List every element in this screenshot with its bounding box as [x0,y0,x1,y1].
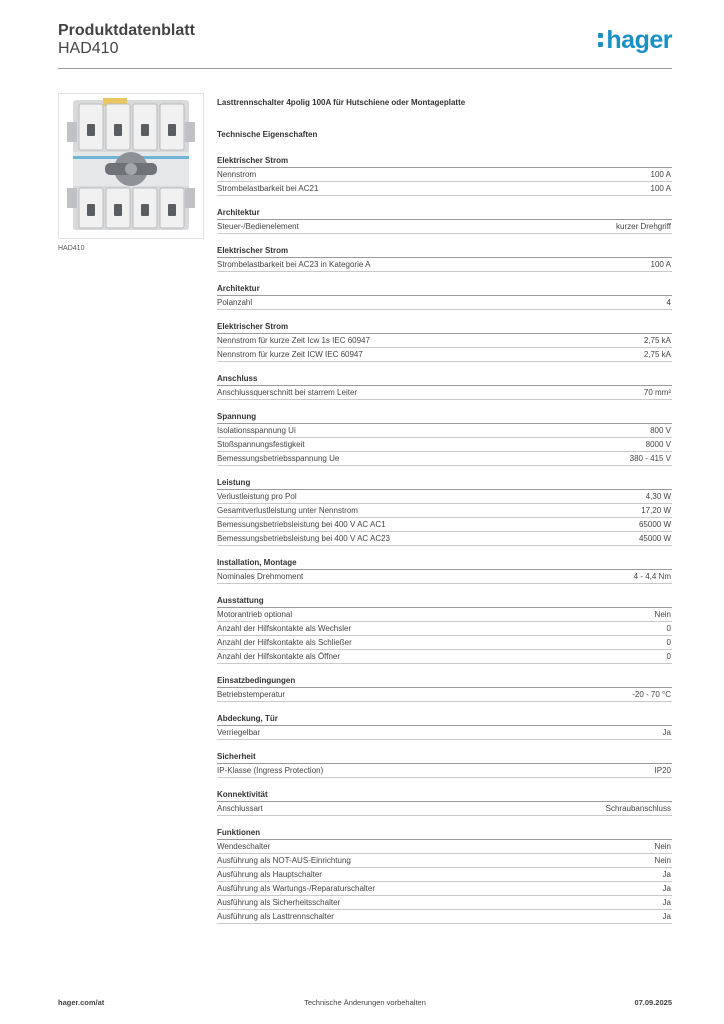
spec-row [217,868,672,882]
section-title: Elektrischer Strom [217,155,672,168]
spec-value: Ja [662,898,671,907]
spec-value: 45000 W [638,534,671,543]
logo-text: hager [606,26,672,54]
spec-value: Schraubanschluss [605,804,671,813]
spec-label: Motorantrieb optional [217,610,293,619]
section-title: Funktionen [217,827,672,840]
section-title: Architektur [217,283,672,296]
spec-value: 800 V [650,426,671,435]
spec-row [217,518,672,532]
spec-section [217,477,672,546]
spec-row [217,910,672,924]
spec-row [217,764,672,778]
spec-value: 65000 W [638,520,671,529]
spec-section [217,827,672,924]
spec-value: 100 A [650,170,671,179]
spec-value: 4 [666,298,671,307]
spec-value: 17,20 W [641,506,671,515]
spec-value: Nein [654,610,671,619]
spec-label: Isolationsspannung Ui [217,426,296,435]
spec-row [217,726,672,740]
page-header [58,22,672,69]
spec-row [217,490,672,504]
spec-value: 100 A [650,184,671,193]
spec-row [217,182,672,196]
tech-properties-heading: Technische Eigenschaften [217,130,318,139]
spec-label: Ausführung als Sicherheitsschalter [217,898,341,907]
spec-label: Bemessungsbetriebsleistung bei 400 V AC AC23 [217,534,390,543]
spec-value: 2,75 kA [643,336,671,345]
spec-label: Nennstrom [217,170,257,179]
spec-label: Anschlussart [217,804,263,813]
spec-label: Betriebstemperatur [217,690,286,699]
spec-value: 0 [666,638,671,647]
spec-value: Nein [654,856,671,865]
product-description: Lasttrennschalter 4polig 100A für Hutschiene oder Montageplatte [217,98,466,107]
spec-value: 0 [666,624,671,633]
spec-sections [217,155,672,924]
spec-label: IP-Klasse (Ingress Protection) [217,766,324,775]
section-title: Abdeckung, Tür [217,713,672,726]
spec-label: Verriegelbar [217,728,261,737]
section-title: Elektrischer Strom [217,321,672,334]
section-title: Sicherheit [217,751,672,764]
spec-value: 4,30 W [645,492,671,501]
spec-label: Nennstrom für kurze Zeit Icw 1s IEC 60947 [217,336,370,345]
footer-date: 07.09.2025 [634,998,672,1007]
spec-label: Bemessungsbetriebsleistung bei 400 V AC AC1 [217,520,386,529]
spec-value: 100 A [650,260,671,269]
footer-website-link[interactable]: hager.com/at [58,998,105,1007]
spec-section [217,789,672,816]
spec-section [217,751,672,778]
spec-value: Ja [662,912,671,921]
spec-row [217,296,672,310]
spec-row [217,452,672,466]
spec-row [217,258,672,272]
hager-logo[interactable] [598,26,672,55]
spec-section [217,595,672,664]
spec-row [217,334,672,348]
spec-section [217,155,672,196]
spec-value: 2,75 kA [643,350,671,359]
logo-colon-icon [598,31,603,48]
spec-row [217,424,672,438]
spec-row [217,168,672,182]
spec-value: Ja [662,870,671,879]
section-title: Installation, Montage [217,557,672,570]
spec-row [217,840,672,854]
spec-value: 0 [666,652,671,661]
spec-section [217,675,672,702]
spec-label: Bemessungsbetriebsspannung Ue [217,454,340,463]
spec-section [217,207,672,234]
section-title: Architektur [217,207,672,220]
spec-row [217,608,672,622]
spec-row [217,386,672,400]
spec-content [217,98,672,924]
section-title: Ausstattung [217,595,672,608]
spec-value: kurzer Drehgriff [616,222,671,231]
spec-row [217,532,672,546]
spec-label: Verlustleistung pro Pol [217,492,297,501]
spec-label: Anzahl der Hilfskontakte als Wechsler [217,624,352,633]
section-title: Spannung [217,411,672,424]
spec-value: 380 - 415 V [629,454,671,463]
spec-label: Nominales Drehmoment [217,572,304,581]
spec-label: Ausführung als Hauptschalter [217,870,322,879]
spec-label: Anzahl der Hilfskontakte als Öffner [217,652,341,661]
spec-value: Ja [662,728,671,737]
spec-row [217,854,672,868]
spec-value: -20 - 70 °C [632,690,671,699]
spec-row [217,802,672,816]
spec-section [217,373,672,400]
section-title: Konnektivität [217,789,672,802]
spec-label: Anschlussquerschnitt bei starrem Leiter [217,388,358,397]
switch-disconnector-icon [59,94,203,238]
image-caption: HAD410 [58,245,85,252]
spec-row [217,622,672,636]
spec-row [217,896,672,910]
spec-label: Polanzahl [217,298,253,307]
spec-label: Wendeschalter [217,842,271,851]
spec-label: Stoßspannungsfestigkeit [217,440,305,449]
spec-row [217,438,672,452]
product-image [58,93,204,239]
spec-row [217,650,672,664]
spec-row [217,688,672,702]
spec-section [217,245,672,272]
spec-label: Ausführung als Wartungs-/Reparaturschalter [217,884,375,893]
section-title: Anschluss [217,373,672,386]
spec-label: Strombelastbarkeit bei AC23 in Kategorie A [217,260,371,269]
spec-section [217,557,672,584]
footer-disclaimer: Technische Änderungen vorbehalten [304,998,426,1007]
section-title: Elektrischer Strom [217,245,672,258]
spec-row [217,882,672,896]
spec-value: 8000 V [645,440,671,449]
spec-row [217,570,672,584]
spec-value: IP20 [654,766,671,775]
product-code: HAD410 [58,40,119,57]
spec-row [217,220,672,234]
spec-label: Ausführung als NOT-AUS-Einrichtung [217,856,351,865]
section-title: Leistung [217,477,672,490]
spec-label: Anzahl der Hilfskontakte als Schließer [217,638,352,647]
spec-label: Steuer-/Bedienelement [217,222,299,231]
spec-section [217,411,672,466]
spec-label: Gesamtverlustleistung unter Nennstrom [217,506,358,515]
spec-value: 4 - 4,4 Nm [633,572,671,581]
spec-value: Ja [662,884,671,893]
spec-row [217,348,672,362]
spec-section [217,283,672,310]
spec-label: Strombelastbarkeit bei AC21 [217,184,319,193]
spec-label: Nennstrom für kurze Zeit ICW IEC 60947 [217,350,363,359]
page-title: Produktdatenblatt [58,22,195,39]
spec-value: 70 mm² [643,388,671,397]
spec-row [217,636,672,650]
section-title: Einsatzbedingungen [217,675,672,688]
spec-section [217,713,672,740]
spec-row [217,504,672,518]
spec-label: Ausführung als Lasttrennschalter [217,912,334,921]
spec-section [217,321,672,362]
spec-value: Nein [654,842,671,851]
